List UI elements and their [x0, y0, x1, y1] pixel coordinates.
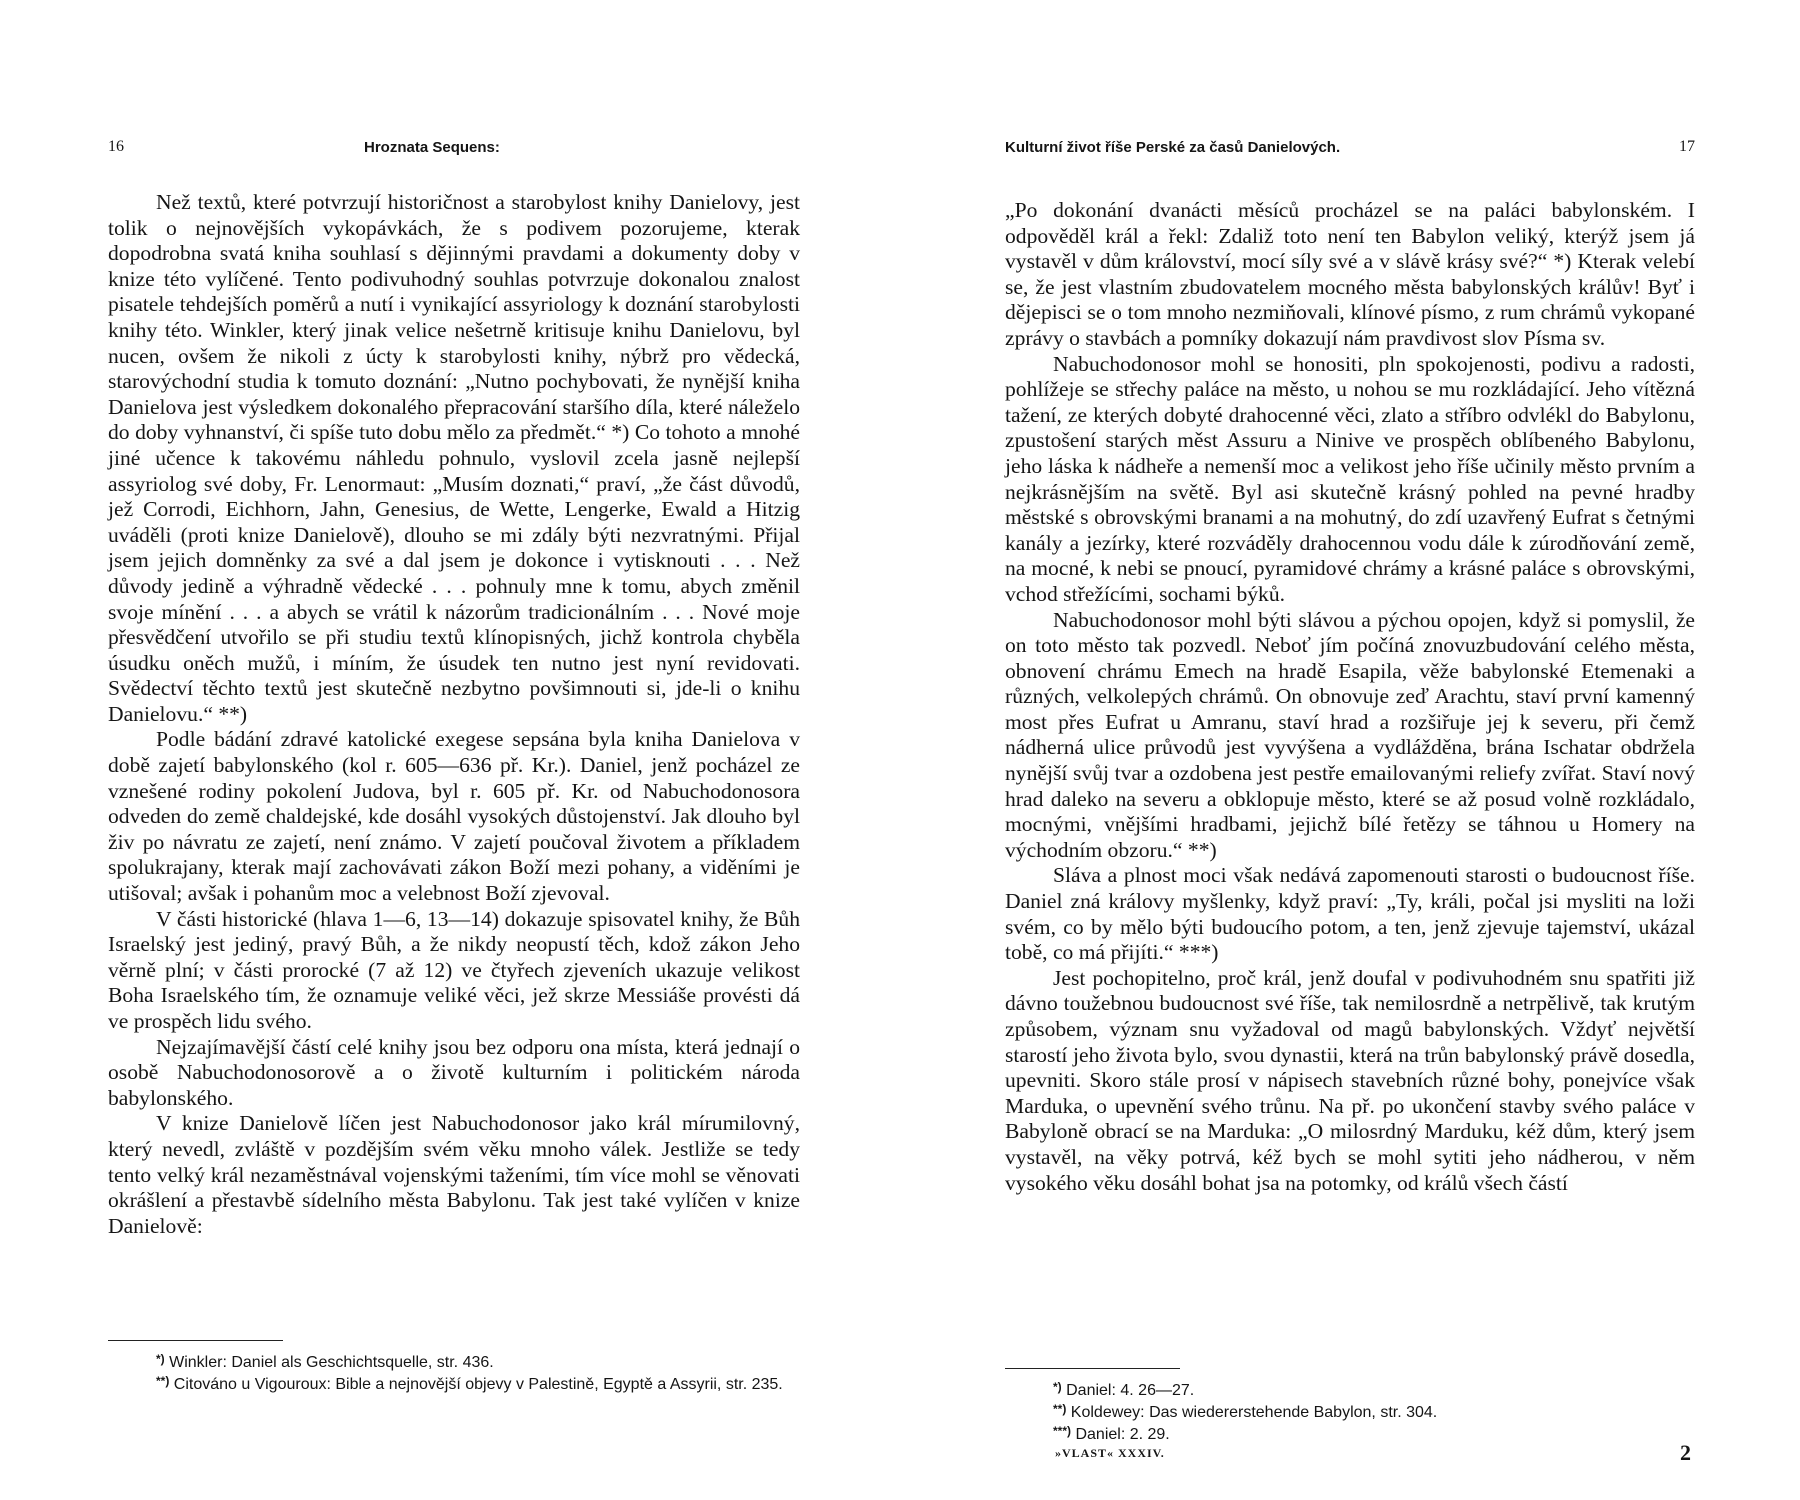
- sheet-number: 2: [1680, 1440, 1691, 1465]
- right-footnotes: [1005, 1378, 1695, 1444]
- paragraph: Nabuchodonosor mohl býti slávou a pýchou opojen, když si pomyslil, že on toto město tak pozvedl. Neboť jím počíná znovuzbudování celého města, obnovení chrámu Emech na hradě Esapila, věže babylonské Etemenaki a různých, velkolepých chrámů. On obnovuje zeď Arachtu, staví první kamenný most přes Eufrat u Amranu, staví hrad a rozšiřuje jej k severu, při čemž nádherná ulice průvodů jest vyvýšena a vydlážděna, brána Ischatar obdržela nynější svůj tvar a ozdobena jest pestře emailovanými reliefy zvířat. Staví nový hrad daleko na severu a obklopuje město, které se až posud volně rozkládalo, mocnými, vnějšími hradbami, jejichž bílé řetězy se táhnou u Homery na východním obzoru.“ **): [1005, 607, 1695, 862]
- footnote-text: Koldewey: Das wiedererstehende Babylon, str. 304.: [1070, 1404, 1438, 1421]
- running-head: Kulturní život říše Perské za časů Danielových.: [1005, 139, 1341, 156]
- page-number: 17: [1679, 138, 1695, 155]
- right-page: [1005, 0, 1695, 1500]
- footnote-mark: **): [1053, 1402, 1067, 1416]
- left-page-header: [108, 138, 800, 162]
- footnote: [108, 1350, 800, 1372]
- footnote-mark: ***): [1053, 1424, 1072, 1438]
- right-body-text: [1005, 198, 1695, 1196]
- right-page-header: [1005, 138, 1695, 162]
- paragraph: Jest pochopitelno, proč král, jenž doufal v podivuhodném snu spatřiti již dávno toužebnou budoucnost své říše, tak nemilosrdně a netrpělivě, tak krutým způsobem, význam snu vyžadoval od magů babylonských. Vždyť největší starostí jeho života bylo, svou dynastii, která na trůn babylonský právě dosedla, upevniti. Skoro stále prosí v nápisech stavebních různé bohy, ponejvíce však Marduka, o upevnění svého trůnu. Na př. po ukončení stavby svého paláce v Babyloně obrací se na Marduka: „O milosrdný Marduku, kéž dům, který jsem vystavěl, na věky potrvá, kéž bych se mohl sytiti jeho nádherou, v něm vysokého věku dosáhl bohat jsa na potomky, od králů všech částí: [1005, 965, 1695, 1195]
- footnote-text: Daniel: 2. 29.: [1075, 1426, 1170, 1443]
- paragraph: V části historické (hlava 1—6, 13—14) dokazuje spisovatel knihy, že Bůh Israelský jest jediný, pravý Bůh, a že nikdy neopustí těch, kdož zákon Jeho věrně plní; v části prorocké (7 až 12) ve čtyřech zjeveních ukazuje velikost Boha Israelského tím, že oznamuje veliké věci, jež skrze Messiáše provésti dá ve prospěch lidu svého.: [108, 906, 800, 1033]
- paragraph: Sláva a plnost moci však nedává zapomenouti starosti o budoucnost říše. Daniel zná královy myšlenky, když praví: „Ty, králi, počal jsi mysliti na loži svém, co by mělo býti budoucího potom, a ten, jenž zjevuje tajemství, ukázal tobě, co má přijíti.“ ***): [1005, 863, 1695, 965]
- paragraph: V knize Danielově líčen jest Nabuchodonosor jako král mírumilovný, který nevedl, zvláště v pozdějším svém věku mnoho válek. Jestliže se tedy tento velký král nezaměstnával vojenskými taženími, tím více mohl se věnovati okrášlení a přestavbě sídelního města Babylonu. Tak jest také vylíčen v knize Danielově:: [108, 1111, 800, 1238]
- footnote-text: Daniel: 4. 26—27.: [1066, 1382, 1195, 1399]
- footnote-text: Winkler: Daniel als Geschichtsquelle, str. 436.: [169, 1354, 494, 1371]
- left-page: [108, 0, 800, 1500]
- footnote-mark: *): [1053, 1380, 1062, 1394]
- footnote: [1005, 1378, 1695, 1400]
- running-head: Hroznata Sequens:: [364, 139, 500, 156]
- paragraph: Podle bádání zdravé katolické exegese sepsána byla kniha Danielova v době zajetí babylonského (kol r. 605—636 př. Kr.). Daniel, jenž pocházel ze vznešené rodiny pokolení Judova, byl r. 605 př. Kr. od Nabuchodonosora odveden do země chaldejské, kde dosáhl vysokých důstojenství. Jak dlouho byl živ po návratu ze zajetí, není známo. V zajetí poučoval životem a příkladem spolukrajany, kterak mají zachovávati zákon Boží mezi pohany, a viděními je utišoval; avšak i pohanům moc a velebnost Boží zjevoval.: [108, 727, 800, 906]
- paragraph: Nejzajímavější částí celé knihy jsou bez odporu ona místa, která jednají o osobě Nabuchodonosorově a o životě kulturním i politickém národa babylonského.: [108, 1034, 800, 1110]
- paragraph: Nabuchodonosor mohl se honositi, pln spokojenosti, podivu a radosti, pohlížeje se střechy paláce na město, u nohou se mu rozkládající. Jeho vítězná tažení, ze kterých dobyté drahocenné věci, zlato a stříbro odvlékl do Babylonu, zpustošení starých měst Assuru a Ninive ve prospěch oblíbeného Babylonu, jeho láska k nádheře a nemenší moc a velikost jeho říše učinily město prvním a nejkrásnějším na světě. Byl asi skutečně krásný pohled na pevné hradby městské s obrovskými branami a na mohutný, do zdí uzavřený Eufrat s četnými kanály a jezírky, které rozváděly drahocennou vodu dále k zúrodňování země, na mocné, k nebi se pnoucí, pyramidové chrámy a krásné paláce s obrovskými, vchod střežícími, sochami býků.: [1005, 351, 1695, 606]
- footnote: [1005, 1422, 1695, 1444]
- left-body-text: [108, 190, 800, 1239]
- left-footnotes: [108, 1350, 800, 1394]
- footnote-mark: **): [156, 1374, 170, 1388]
- paragraph: „Po dokonání dvanácti měsíců procházel se na paláci babylonském. I odpověděl král a řekl: Zdaliž toto není ten Babylon veliký, kterýž jsem já vystavěl v dům království, mocí síly své a v slávě krásy své?“ *) Kterak velebí se, že jest vlastním zbudovatelem mocného města babylonských králův! Byť i dějepisci se o tom mnoho nezmiňovali, klínové písmo, z rum chrámů vykopané zprávy o stavbách a pomníky dokazují nám pravdivost slov Písma sv.: [1005, 198, 1695, 350]
- footnote: [1005, 1400, 1695, 1422]
- footnote-text: Citováno u Vigouroux: Bible a nejnovější objevy v Palestině, Egyptě a Assyrii, str. 235.: [173, 1376, 783, 1393]
- footnote: [108, 1372, 800, 1394]
- footnote-rule: [108, 1340, 283, 1341]
- footnote-rule: [1005, 1368, 1180, 1369]
- printer-signature: »VLAST« XXXIV.: [1055, 1446, 1165, 1460]
- footnote-mark: *): [156, 1352, 165, 1366]
- page-number: 16: [108, 138, 124, 155]
- paragraph: Než textů, které potvrzují historičnost a starobylost knihy Danielovy, jest tolik o nejnovějších vykopávkách, že s podivem pozorujeme, kterak dopodrobna svatá kniha souhlasí s dějinnými pravdami a dokumenty doby v knize této vylíčené. Tento podivuhodný souhlas potvrzuje dokonalou znalost pisatele tehdejších poměrů a nutí i vynikající assyriology k doznání starobylosti knihy této. Winkler, který jinak velice nešetrně kritisuje knihu Danielovu, byl nucen, ovšem že nikoli z úcty k starobylosti knihy, nýbrž pro vědecká, starovýchodní studia k tomuto doznání: „Nutno pochybovati, že nynější kniha Danielova jest výsledkem dokonalého přepracování staršího díla, které náleželo do doby vyhnanství, či spíše tuto dobu mělo za předmět.“ *) Co tohoto a mnohé jiné učence k takovému náhledu pohnulo, vyslovil zcela jasně nejlepší assyriolog své doby, Fr. Lenormaut: „Musím doznati,“ praví, „že část důvodů, jež Corrodi, Eichhorn, Jahn, Genesius, de Wette, Lengerke, Ewald a Hitzig uváděli (proti knize Danielově), dlouho se mi zdály býti nezvratnými. Přijal jsem jejich domněnky za své a dal jsem je dokonce i vytisknouti . . . Než důvody jedině a výhradně vědecké . . . pohnuly mne k tomu, abych změnil svoje mínění . . . a abych se vrátil k názorům tradicionálním . . . Nové moje přesvědčení utvořilo se při studiu textů klínopisných, jichž kontrola chyběla úsudku oněch mužů, i míním, že úsudek ten nutno jest nyní revidovati. Svědectví těchto textů jest skutečně nezbytno povšimnouti si, jde-li o knihu Danielovu.“ **): [108, 190, 800, 726]
